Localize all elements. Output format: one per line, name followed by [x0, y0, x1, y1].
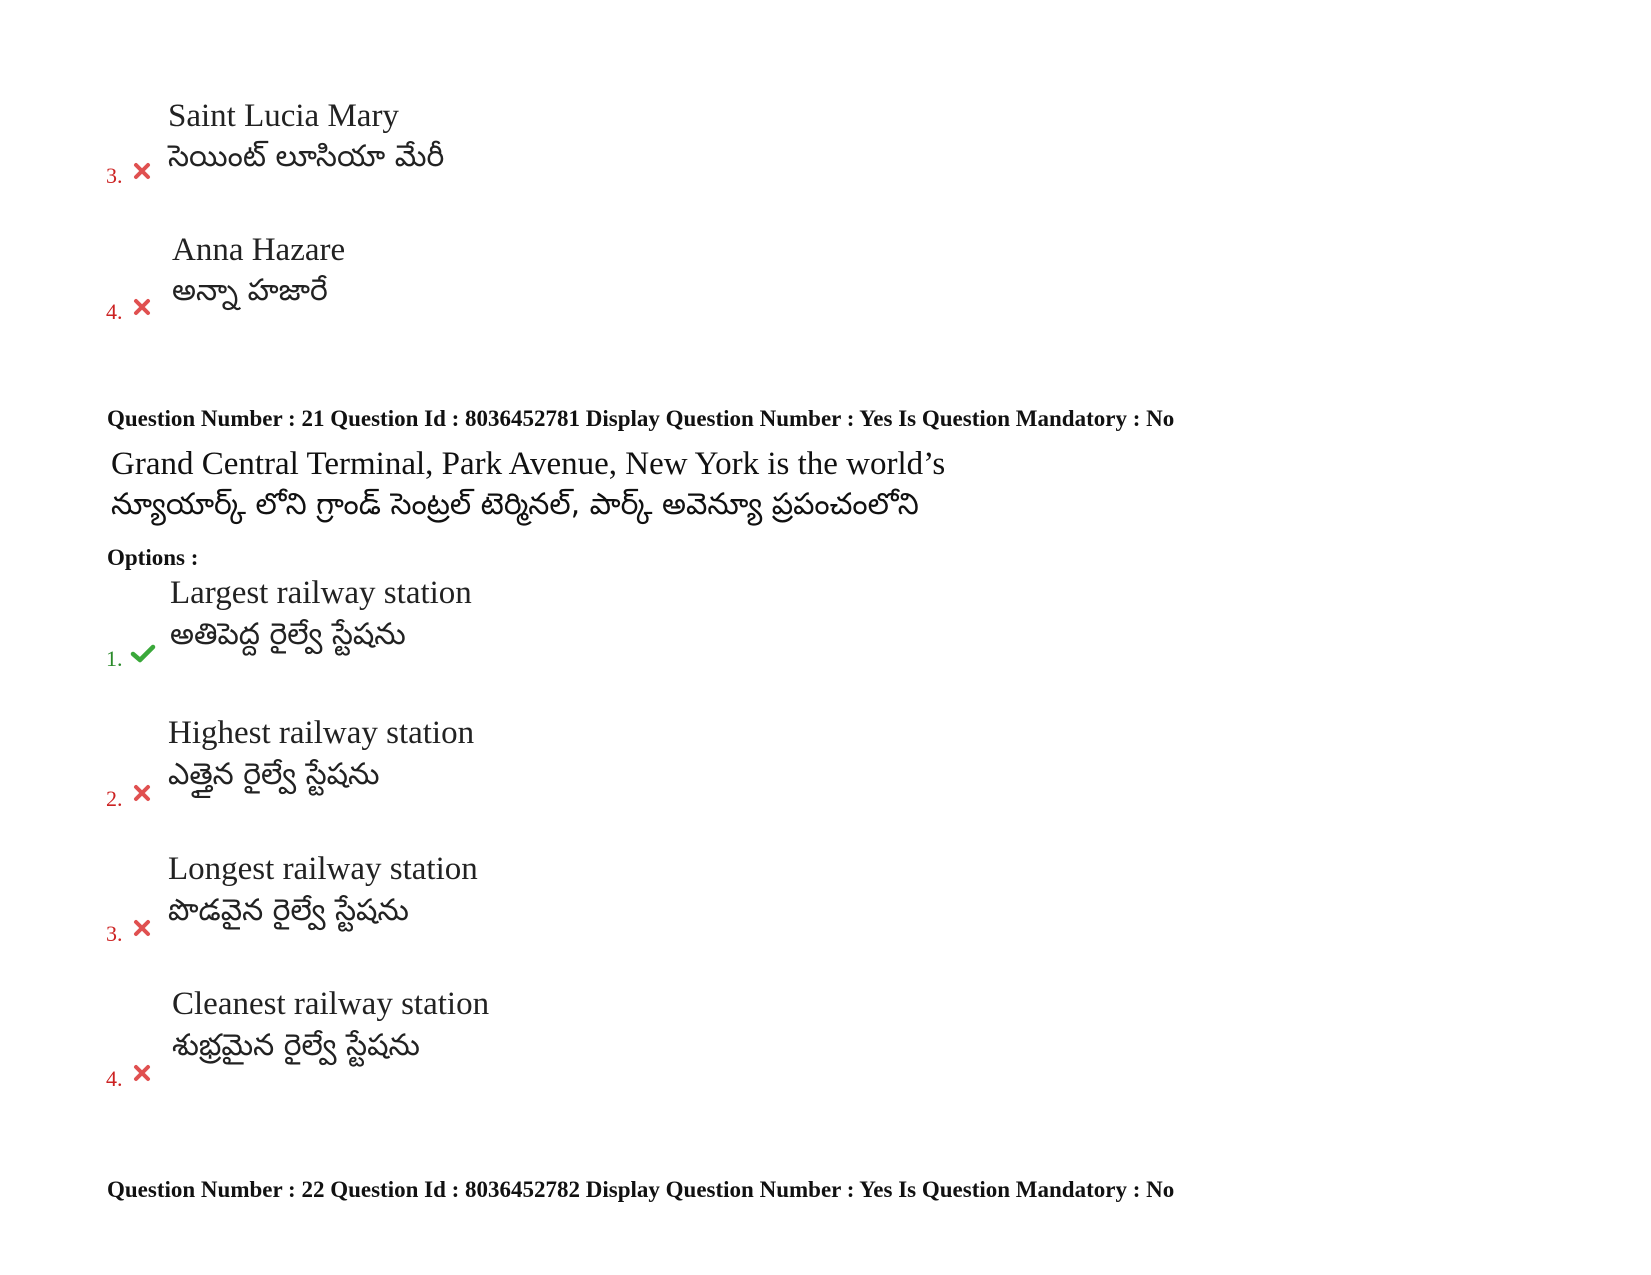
option-number: 3.: [106, 921, 123, 946]
cross-icon: [133, 298, 153, 318]
cross-icon: [133, 784, 153, 804]
cross-icon: [133, 1064, 153, 1084]
option-telugu-text: పొడవైన రైల్వే స్టేషను: [168, 893, 409, 928]
question-text-telugu: న్యూయార్క్ లోని గ్రాండ్ సెంట్రల్ టెర్మినల్, పార్క్ అవెన్యూ ప్రపంచంలోని: [111, 487, 919, 522]
option-english-text: Saint Lucia Mary: [168, 98, 399, 134]
option-number: 1.: [106, 646, 123, 671]
option-english-text: Cleanest railway station: [172, 986, 490, 1022]
option-telugu-text: అన్నా హజారే: [172, 273, 328, 308]
option-number: 2.: [106, 786, 123, 811]
option-english-text: Largest railway station: [170, 575, 472, 611]
option-telugu-text: శుభ్రమైన రైల్వే స్టేషను: [172, 1028, 420, 1063]
question-text-english: Grand Central Terminal, Park Avenue, New York is the world’s: [111, 446, 946, 482]
option-number: 3.: [106, 163, 123, 188]
option-english-text: Longest railway station: [168, 851, 478, 887]
check-icon: [130, 644, 150, 664]
question-header: Question Number : 21 Question Id : 8036452781 Display Question Number : Yes Is Question Mandatory : No: [107, 406, 1175, 431]
cross-icon: [133, 919, 153, 939]
option-telugu-text: సెయింట్ లూసియా మేరీ: [168, 139, 445, 174]
option-telugu-text: అతిపెద్ద రైల్వే స్టేషను: [170, 617, 406, 652]
cross-icon: [133, 162, 153, 182]
options-label: Options :: [107, 545, 199, 570]
question-header: Question Number : 22 Question Id : 8036452782 Display Question Number : Yes Is Question Mandatory : No: [107, 1177, 1175, 1202]
option-number: 4.: [106, 1066, 123, 1091]
option-english-text: Anna Hazare: [172, 232, 346, 268]
option-number: 4.: [106, 299, 123, 324]
option-english-text: Highest railway station: [168, 715, 475, 751]
option-telugu-text: ఎత్తైన రైల్వే స్టేషను: [168, 757, 380, 792]
